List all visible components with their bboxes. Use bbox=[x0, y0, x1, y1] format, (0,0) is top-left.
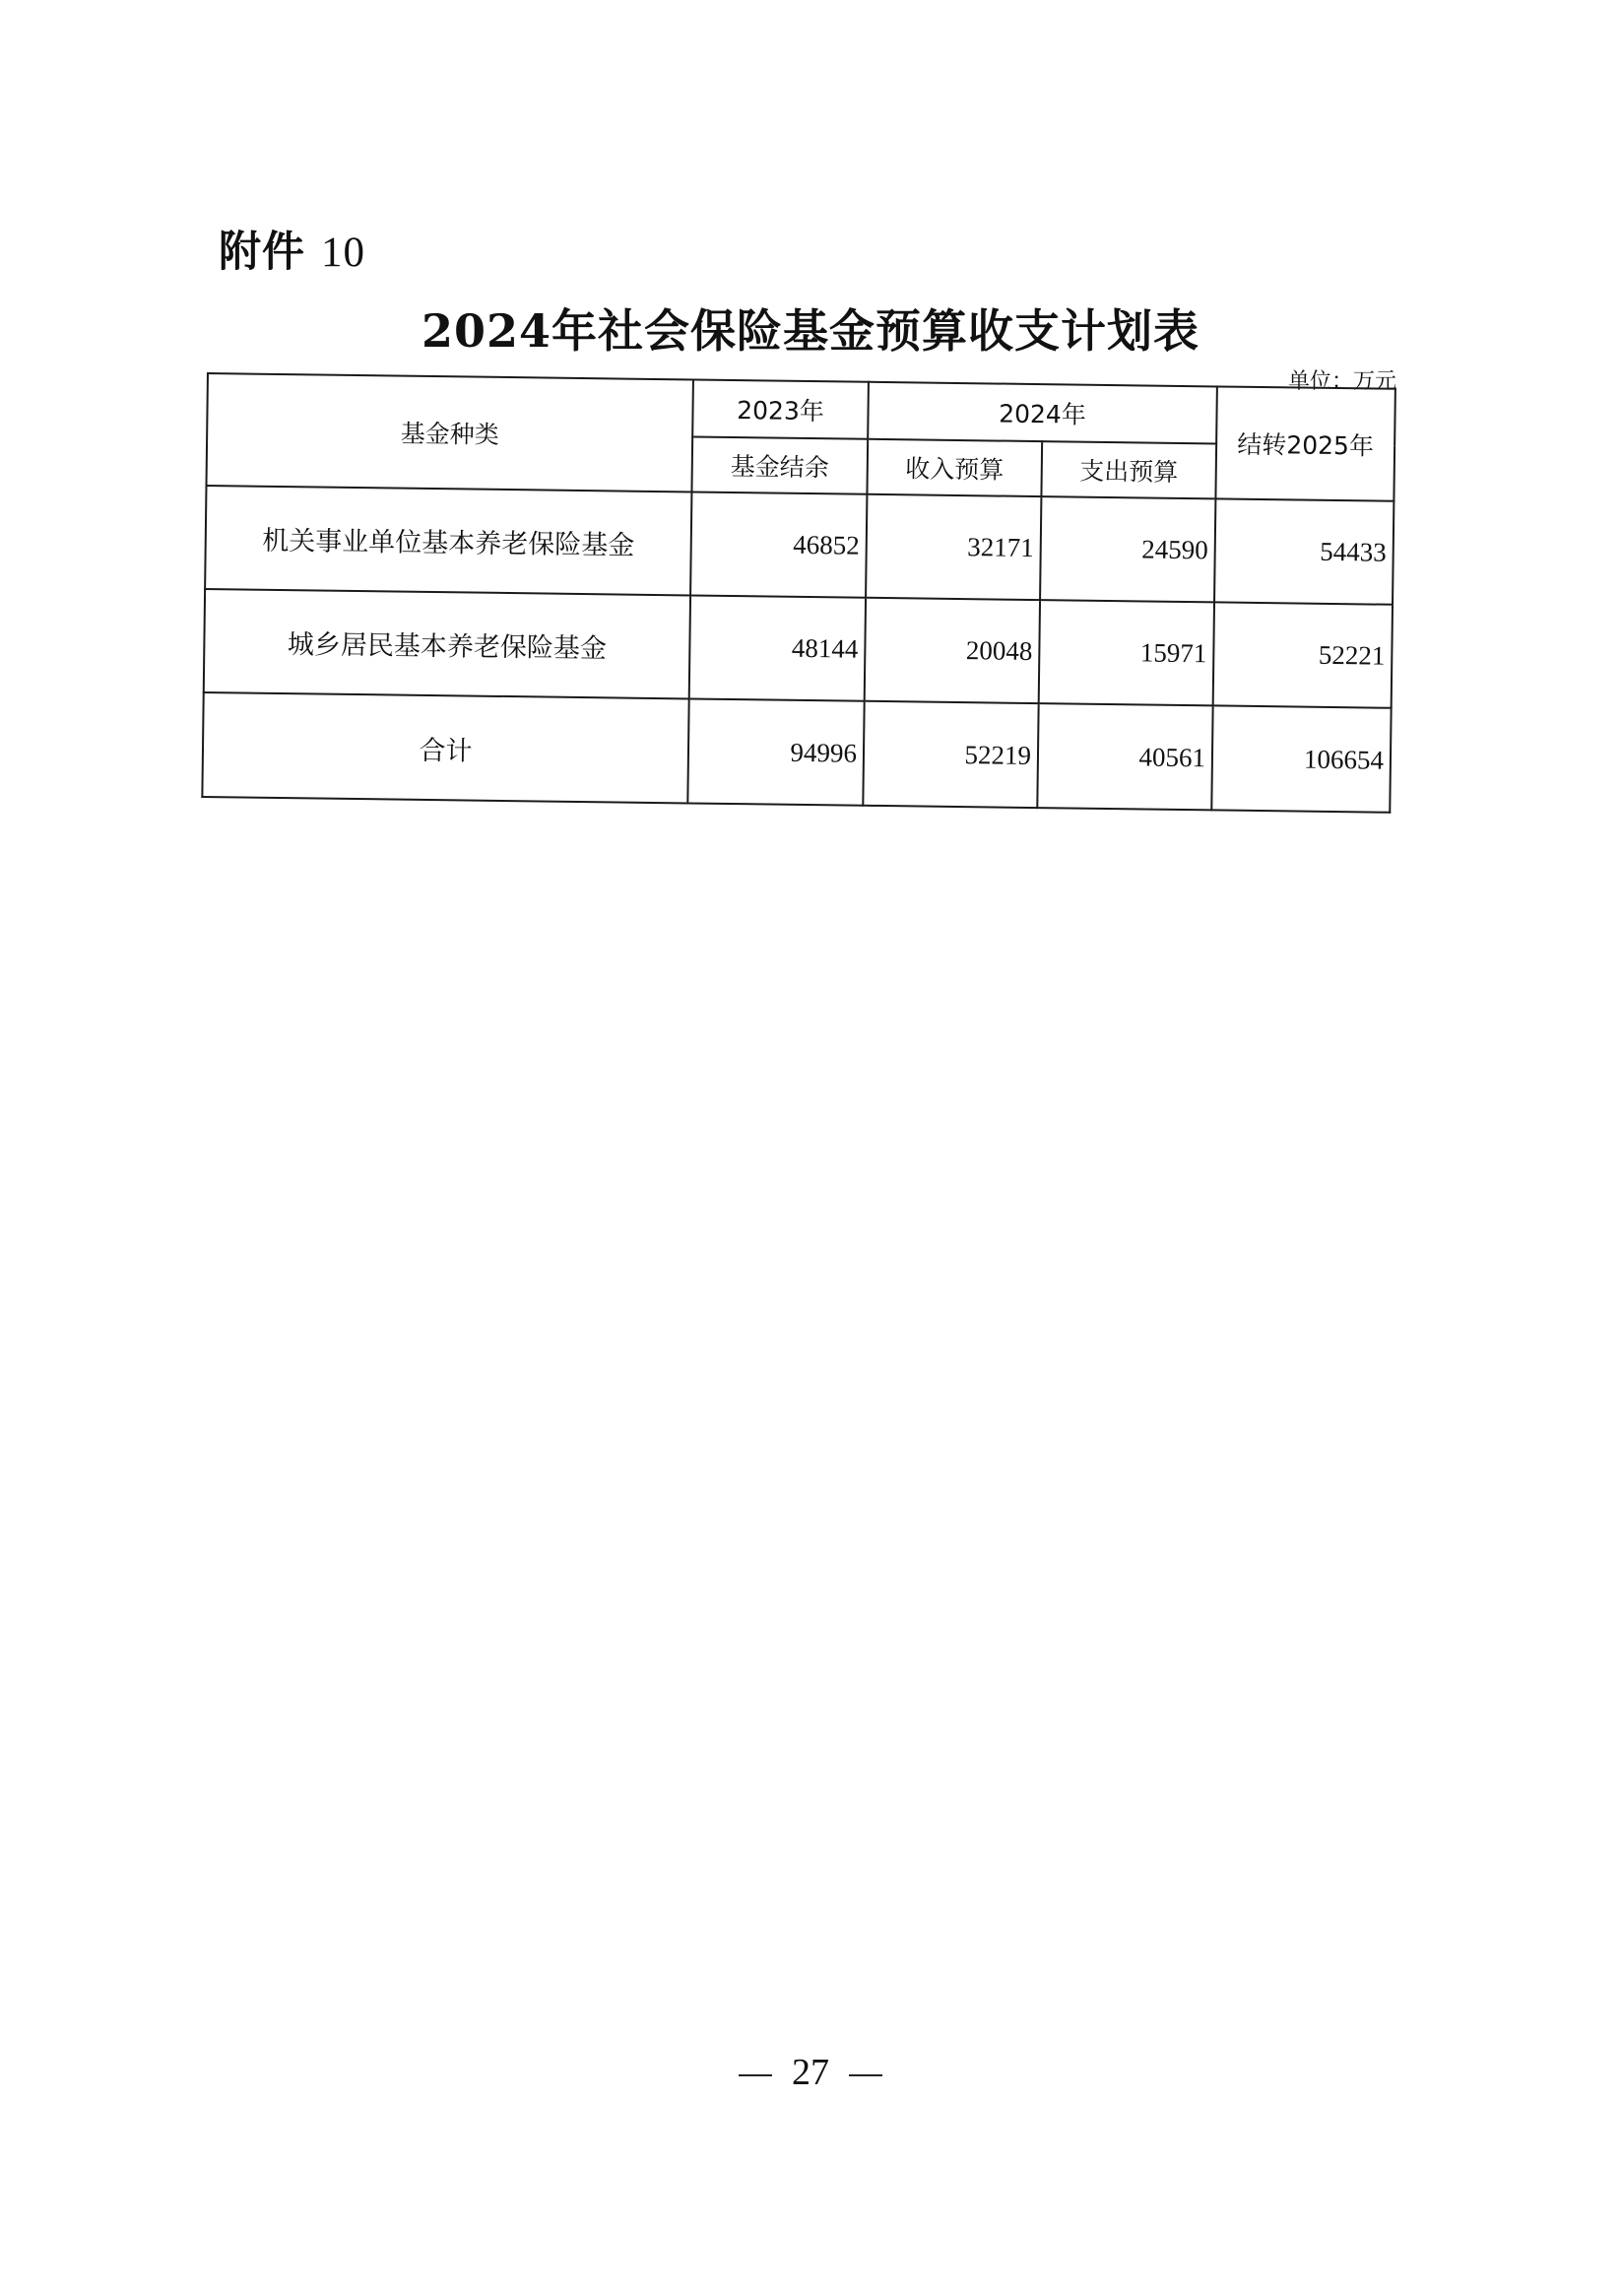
attachment-label bbox=[219, 219, 365, 279]
unit-label: 单位：万元 bbox=[1287, 369, 1396, 394]
page-number-value: 27 bbox=[792, 2052, 829, 2093]
cell-income-2024: 20048 bbox=[865, 598, 1040, 703]
header-carryover-2025: 结转2025年 bbox=[1215, 386, 1394, 500]
page-number-dash-left bbox=[739, 2074, 772, 2076]
cell-balance-2023: 94996 bbox=[687, 698, 864, 805]
cell-expense-2024: 24590 bbox=[1040, 496, 1215, 602]
attachment-number: 10 bbox=[320, 230, 365, 276]
cell-carryover-2025: 52221 bbox=[1213, 602, 1393, 707]
row-name: 机关事业单位基本养老保险基金 bbox=[205, 486, 691, 595]
header-fund-type: 基金种类 bbox=[206, 373, 692, 492]
cell-carryover-2025: 54433 bbox=[1214, 498, 1394, 604]
table-row bbox=[205, 486, 1394, 605]
header-year-2023: 2023年 bbox=[692, 379, 869, 438]
row-name: 城乡居民基本养老保险基金 bbox=[204, 589, 690, 698]
cell-expense-2024: 15971 bbox=[1039, 600, 1214, 705]
table-row bbox=[204, 589, 1393, 708]
cell-income-2024: 32171 bbox=[866, 494, 1041, 600]
page-number bbox=[0, 2051, 1621, 2094]
header-income-budget: 收入预算 bbox=[867, 439, 1042, 496]
header-expense-budget: 支出预算 bbox=[1041, 441, 1216, 498]
cell-income-2024: 52219 bbox=[863, 701, 1038, 808]
cell-balance-2023: 48144 bbox=[689, 595, 866, 700]
page-number-dash-right bbox=[849, 2074, 882, 2076]
table-row bbox=[202, 692, 1391, 813]
cell-expense-2024: 40561 bbox=[1037, 703, 1212, 810]
document-title: 2024年社会保险基金预算收支计划表 bbox=[421, 304, 1200, 358]
attachment-label-text: 附件 bbox=[219, 228, 305, 277]
header-fund-balance: 基金结余 bbox=[691, 436, 868, 493]
budget-table bbox=[201, 372, 1396, 814]
cell-carryover-2025: 106654 bbox=[1211, 705, 1391, 812]
cell-balance-2023: 46852 bbox=[690, 492, 867, 597]
header-year-2024: 2024年 bbox=[868, 382, 1217, 444]
row-name: 合计 bbox=[202, 692, 688, 803]
